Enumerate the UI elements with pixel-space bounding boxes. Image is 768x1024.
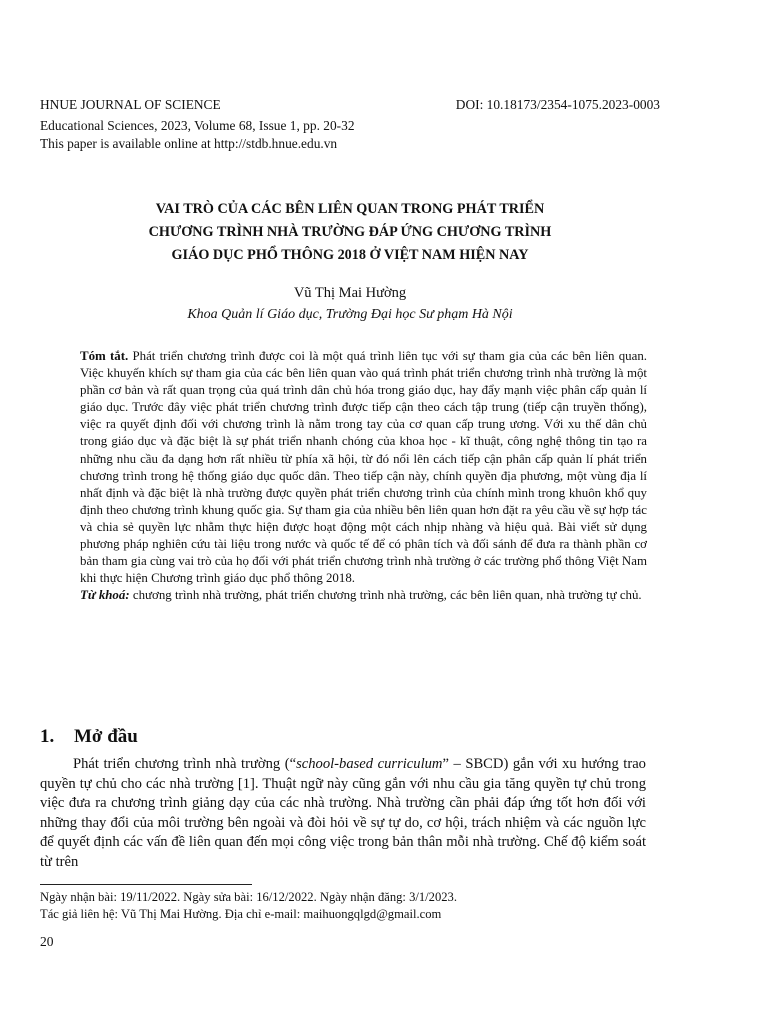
doi: DOI: 10.18173/2354-1075.2023-0003	[455, 97, 660, 112]
title-line: CHƯƠNG TRÌNH NHÀ TRƯỜNG ĐÁP ỨNG CHƯƠNG TRÌNH	[148, 224, 552, 240]
section-title: Mở đầu	[74, 726, 138, 747]
footnote-contact: Tác giả liên hệ: Vũ Thị Mai Hường. Địa chỉ e-mail: maihuongqlgd@gmail.com	[40, 907, 442, 921]
journal-name: HNUE JOURNAL OF SCIENCE	[40, 97, 221, 112]
body-paragraph	[40, 755, 646, 873]
page-number: 20	[40, 934, 54, 949]
footnote-divider	[40, 884, 252, 885]
paper-page	[40, 0, 728, 1024]
author-name: Vũ Thị Mai Hường	[293, 285, 407, 301]
keywords-label: Từ khoá:	[80, 588, 130, 603]
section-heading	[40, 724, 138, 750]
abstract-label: Tóm tắt.	[80, 349, 129, 363]
section-number: 1.	[40, 726, 55, 747]
footnote-dates: Ngày nhận bài: 19/11/2022. Ngày sửa bài: 16/12/2022. Ngày nhận đăng: 3/1/2023.	[40, 890, 457, 904]
title-line: GIÁO DỤC PHỔ THÔNG 2018 Ở VIỆT NAM HIỆN NAY	[171, 247, 529, 263]
paper-title	[40, 198, 660, 267]
journal-header	[40, 96, 660, 114]
title-line: VAI TRÒ CỦA CÁC BÊN LIÊN QUAN TRONG PHÁT TRIỂN	[155, 201, 545, 217]
issue-info: Educational Sciences, 2023, Volume 68, Issue 1, pp. 20-32	[40, 118, 355, 133]
footnotes	[40, 889, 457, 923]
abstract-text: Phát triển chương trình được coi là một quá trình liên tục với sự tham gia của các bên liên quan. Việc khuyến khích sự tham gia của các bên liên quan vào quá trình phát triển chương trình nhà trường là một phần cơ bản và rất quan trọng của quá trình dân chủ hóa trong giáo dục, hay đẩy mạnh việc phân cấp quản lí giáo dục. Trước đây việc phát triển chương trình được tiếp cận theo cách tập trung (tiếp cận truyền thống), việc ra quyết định đối với chương trình là nằm trong tay của cơ quan cấp trung ương. Với xu thế dân chủ trong giáo dục và đặc biệt là sự phát triển nhanh chóng của khoa học - kĩ thuật, công nghệ thông tin tạo ra những nhu cầu đa dạng hơn rất nhiều từ phía xã hội, từ đó nổi lên cách tiếp cận phân cấp quản lí phát triển chương trình trong hệ thống giáo dục quốc dân. Theo tiếp cận này, chính quyền địa phương, một vùng địa lí nhất định và đặc biệt là nhà trường được quyền phát triển chương trình của chính mình trong khuôn khổ quy định theo chương trình khung quốc gia. Sự tham gia của nhiều bên liên quan hơn đặt ra yêu cầu về sự hợp tác và chia sẻ quyền lực nhằm thực hiện được hoạt động một cách nhịp nhàng và hiệu quả. Bài viết sử dụng phương pháp nghiên cứu tài liệu trong nước và quốc tế để có phân tích và đối sánh để đưa ra thành phần cơ bản tham gia cùng vai trò của họ đối với phát triển chương trình nhà trường ở các trường phổ thông Việt Nam khi thực hiện Chương trình giáo dục phổ thông 2018.	[80, 349, 647, 586]
author-affiliation: Khoa Quản lí Giáo dục, Trường Đại học Sư phạm Hà Nội	[187, 307, 513, 322]
abstract	[80, 348, 647, 604]
para-start: Phát triển chương trình nhà trường (“	[73, 756, 297, 772]
para-term: school-based curriculum	[296, 756, 443, 772]
para-rest: ” – SBCD) gắn với xu hướng trao quyền tự chủ cho các nhà trường [1]. Thuật ngữ này cũng gắn với nhu cầu gia tăng quyền tự chủ trong việc đưa ra chương trình giảng dạy của các nhà trường. Nhà trường cần phải đáp ứng tốt hơn đối với những thay đổi của môi trường bên ngoài và đòi hỏi về sự tự do, cơ hội, trách nhiệm và các nguồn lực để quyết định các vấn đề liên quan đến mọi công việc trong bản thân mỗi nhà trường. Chế độ kiểm soát từ trên	[40, 756, 646, 870]
online-info: This paper is available online at http://stdb.hnue.edu.vn	[40, 136, 338, 151]
keywords-text: chương trình nhà trường, phát triển chương trình nhà trường, các bên liên quan, nhà trường tự chủ.	[132, 588, 642, 603]
